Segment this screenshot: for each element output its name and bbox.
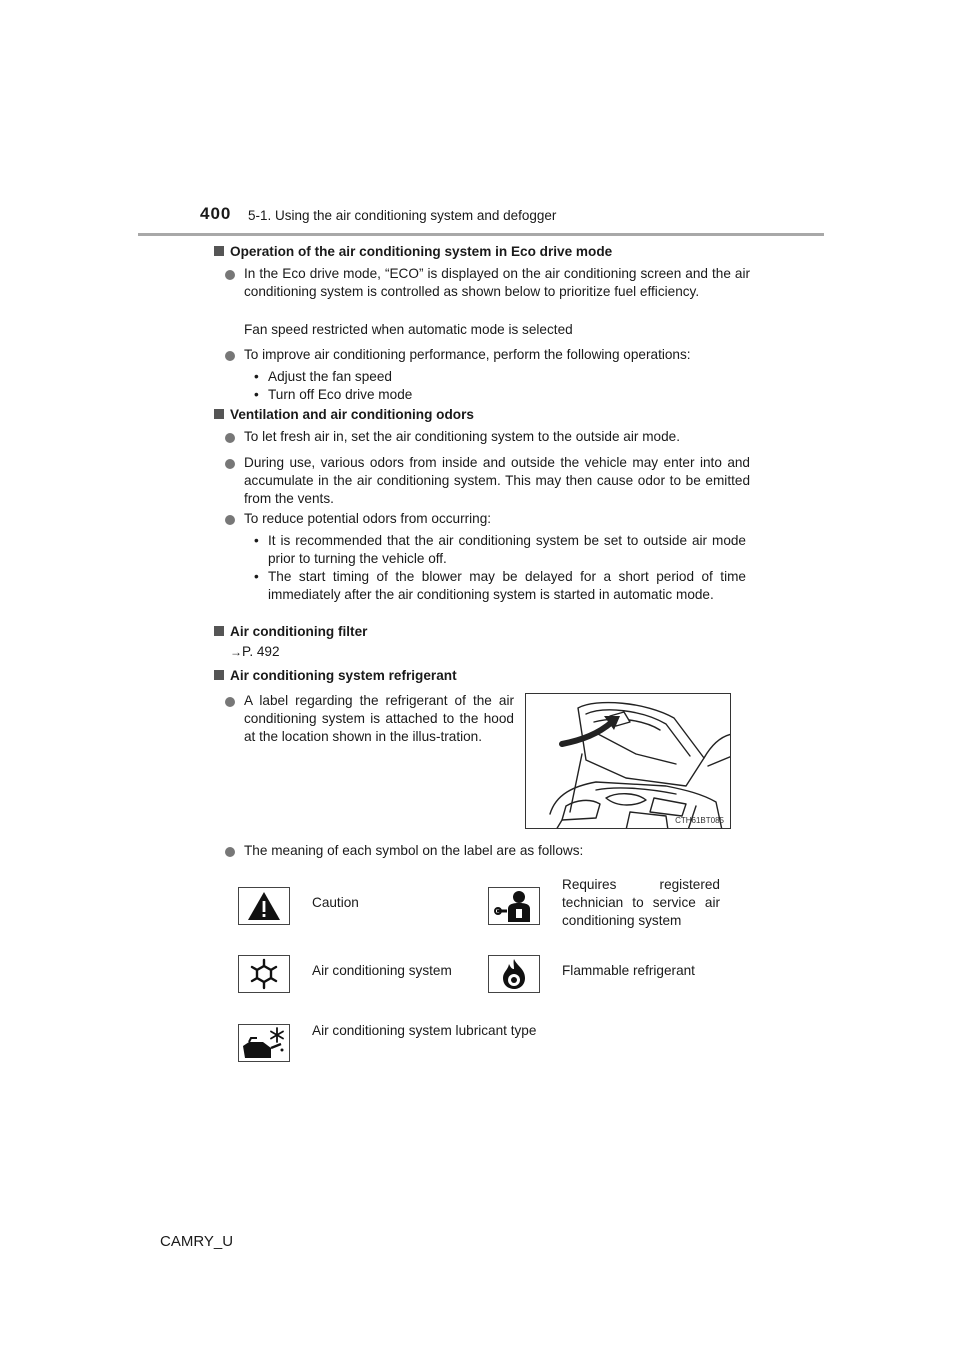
hood-label-illustration: [525, 693, 731, 829]
refrigerant-bullet-1: A label regarding the refrigerant of the air conditioning system is attached to the hood at the location shown in the illus-tration.: [244, 693, 514, 744]
bullet-icon: [225, 351, 235, 361]
eco-sub-item-2: • Turn off Eco drive mode: [254, 387, 413, 402]
bullet-icon: [225, 459, 235, 469]
ac-system-symbol: [238, 955, 290, 993]
model-code: CAMRY_U: [160, 1233, 234, 1250]
odors-bullet-1: To let fresh air in, set the air conditioning system to the outside air mode.: [244, 429, 680, 444]
square-bullet-icon: [214, 626, 224, 636]
square-bullet-icon: [214, 246, 224, 256]
bullet-icon: [225, 847, 235, 857]
car-hood-open-icon: [526, 694, 731, 829]
arrow-right-icon: →: [230, 645, 242, 659]
eco-heading: [214, 243, 612, 261]
snowflake-icon: [247, 957, 281, 991]
odors-heading: [214, 406, 474, 424]
eco-bullet-1-note: Fan speed restricted when automatic mode is selected: [244, 322, 573, 337]
technician-symbol: [488, 887, 540, 925]
flammable-label: Flammable refrigerant: [562, 963, 695, 978]
filter-page-link[interactable]: P. 492: [242, 644, 280, 659]
filter-page-reference[interactable]: [230, 643, 280, 661]
flammable-symbol: [488, 955, 540, 993]
eco-sub-item-1: • Adjust the fan speed: [254, 369, 392, 384]
filter-heading: [214, 623, 367, 641]
bullet-icon: [225, 433, 235, 443]
odors-heading-text: Ventilation and air conditioning odors: [230, 407, 474, 422]
bullet-icon: [225, 697, 235, 707]
section-title: 5-1. Using the air conditioning system and defogger: [248, 208, 557, 223]
sub-bullet-icon: •: [254, 369, 259, 384]
odors-sub-item-1: • It is recommended that the air conditioning system be set to outside air mode prior to turning the vehicle off.: [254, 533, 746, 566]
eco-bullet-2: To improve air conditioning performance, perform the following operations:: [244, 347, 691, 362]
caution-label: Caution: [312, 895, 359, 910]
image-code: CTH61BT085: [675, 816, 724, 825]
bullet-icon: [225, 515, 235, 525]
bullet-icon: [225, 270, 235, 280]
refrigerant-heading: [214, 667, 457, 685]
header-rule: [138, 233, 824, 236]
refrigerant-heading-text: Air conditioning system refrigerant: [230, 668, 457, 683]
refrigerant-bullet-2: The meaning of each symbol on the label are as follows:: [244, 843, 584, 858]
square-bullet-icon: [214, 409, 224, 419]
square-bullet-icon: [214, 670, 224, 680]
eco-bullet-1: In the Eco drive mode, “ECO” is displayed on the air conditioning screen and the air conditioning system is controlled as shown below to prioritize fuel efficiency.: [244, 266, 750, 299]
technician-icon: [494, 889, 534, 923]
odors-sub-item-2: • The start timing of the blower may be delayed for a short period of time immediately after the air conditioning system is started in automatic mode.: [254, 569, 746, 602]
lubricant-label: Air conditioning system lubricant type: [312, 1023, 537, 1038]
sub-bullet-icon: •: [254, 569, 259, 584]
odors-bullet-3: To reduce potential odors from occurring:: [244, 511, 492, 526]
flame-icon: [499, 957, 529, 991]
sub-bullet-icon: •: [254, 387, 259, 402]
page-number: 400: [200, 204, 232, 223]
odors-bullet-2: During use, various odors from inside and outside the vehicle may enter into and accumulate in the air conditioning system. This may then cause odor to be emitted from the vents.: [244, 455, 750, 506]
ac-system-label: Air conditioning system: [312, 963, 452, 978]
oil-can-snowflake-icon: [241, 1026, 287, 1060]
caution-symbol: [238, 887, 290, 925]
sub-bullet-icon: •: [254, 533, 259, 548]
lubricant-symbol: [238, 1024, 290, 1062]
filter-heading-text: Air conditioning filter: [230, 624, 368, 639]
warning-triangle-icon: [246, 890, 282, 922]
eco-heading-text: Operation of the air conditioning system in Eco drive mode: [230, 244, 613, 259]
technician-label: Requires registered technician to service air conditioning system: [562, 877, 720, 928]
